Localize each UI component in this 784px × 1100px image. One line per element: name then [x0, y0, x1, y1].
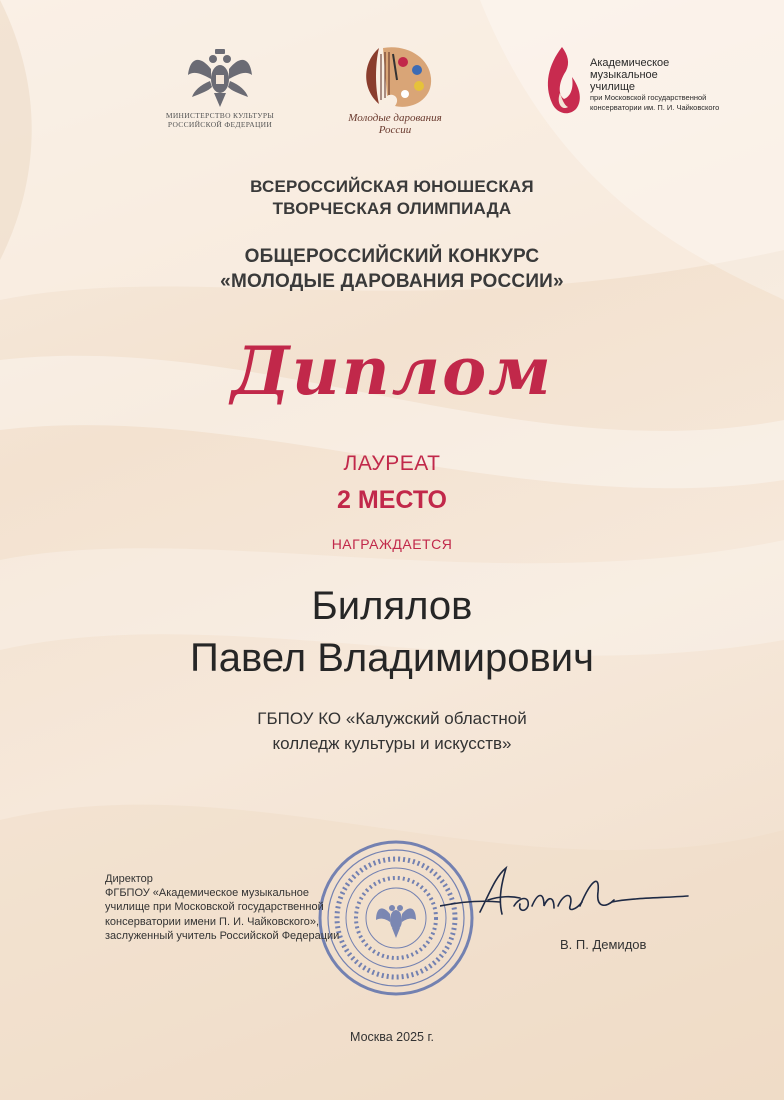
college-name-line: училище — [590, 81, 635, 93]
organization-line: ГБПОУ КО «Калужский областной — [257, 709, 527, 728]
academic-music-college-logo — [538, 45, 728, 130]
olympiad-title-line: ТВОРЧЕСКАЯ ОЛИМПИАДА — [272, 199, 512, 218]
contest-title-line: ОБЩЕРОССИЙСКИЙ КОНКУРС — [244, 246, 540, 267]
flame-icon — [538, 45, 586, 125]
signatory-line: консерватории имени П. И. Чайковского», — [105, 915, 320, 928]
double-headed-eagle-icon — [160, 45, 280, 109]
ministry-caption — [160, 111, 280, 129]
signatory-title — [105, 872, 405, 943]
ministry-logo — [160, 45, 280, 135]
recipient-surname: Билялов — [311, 584, 473, 628]
college-name-line: при Московской государственной — [590, 93, 707, 102]
olympiad-title-line: ВСЕРОССИЙСКАЯ ЮНОШЕСКАЯ — [250, 177, 534, 196]
awarded-label: НАГРАЖДАЕТСЯ — [331, 536, 453, 552]
ministry-caption-line: РОССИЙСКОЙ ФЕДЕРАЦИИ — [167, 120, 273, 129]
harp-palette-icon — [335, 40, 455, 114]
handwritten-signature — [440, 862, 690, 932]
college-name-line: консерватории им. П. И. Чайковского — [590, 102, 720, 112]
recipient-name — [0, 580, 784, 684]
olympiad-title — [0, 176, 784, 220]
diploma-title: Диплом — [231, 332, 553, 410]
young-talents-logo — [335, 40, 455, 140]
recipient-organization — [0, 706, 784, 756]
recipient-given-names: Павел Владимирович — [190, 636, 594, 680]
place-and-year: Москва 2025 г. — [350, 1030, 434, 1044]
laureate-status: ЛАУРЕАТ — [343, 452, 441, 475]
signatory-line: Директор — [105, 873, 153, 885]
contest-title — [0, 244, 784, 294]
college-name-line: музыкальное — [590, 69, 658, 81]
signatory-line: училище при Московской государственной — [105, 901, 324, 914]
signatory-line: заслуженный учитель Российской Федерации — [105, 929, 340, 942]
signatory-line: ФГБПОУ «Академическое музыкальное — [105, 887, 310, 900]
ministry-caption-line: МИНИСТЕРСТВО КУЛЬТУРЫ — [165, 111, 275, 120]
academic-music-college-name — [590, 57, 730, 112]
young-talents-caption: Молодые дарования России — [348, 112, 442, 136]
signatory-name: В. П. Демидов — [560, 937, 647, 952]
organization-line: колледж культуры и искусств» — [272, 734, 512, 753]
contest-title-line: «МОЛОДЫЕ ДАРОВАНИЯ РОССИИ» — [220, 271, 564, 292]
place-award: 2 МЕСТО — [337, 486, 447, 514]
college-name-line: Академическое — [590, 57, 670, 69]
